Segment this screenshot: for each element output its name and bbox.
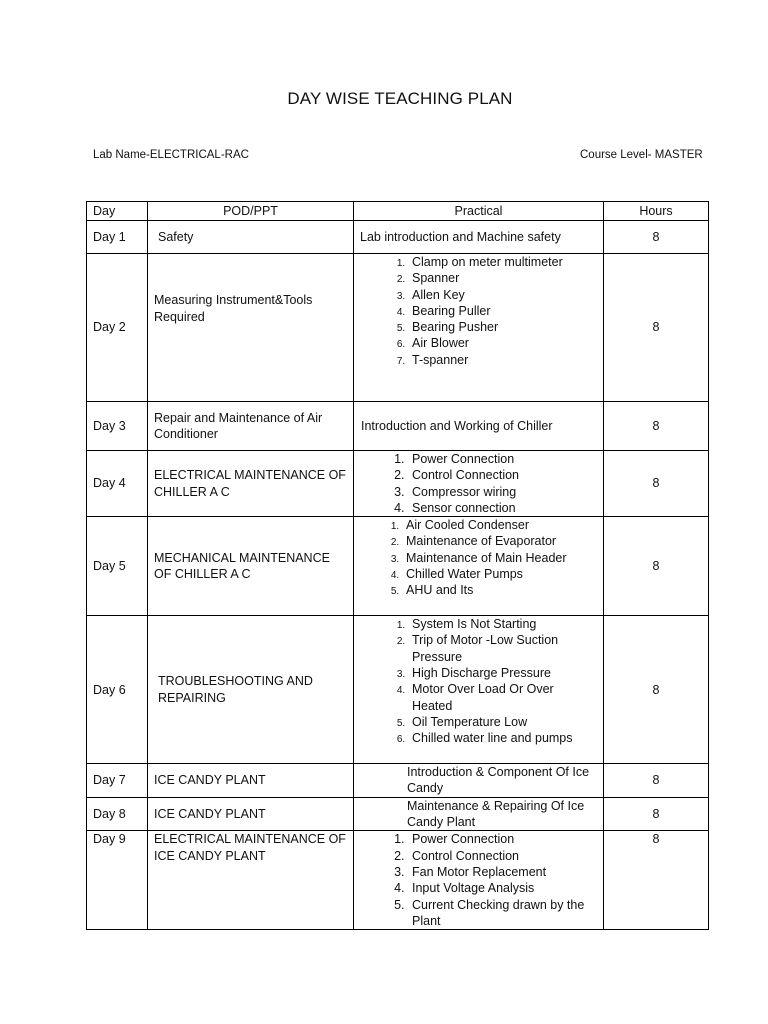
teaching-plan-table — [86, 201, 709, 930]
list-item: 2. Maintenance of Evaporator — [402, 533, 597, 549]
practical-list — [360, 451, 597, 516]
table-row — [87, 797, 709, 831]
day-cell: Day 3 — [87, 402, 148, 451]
hours-cell: 8 — [604, 451, 709, 517]
list-item: 2. Spanner — [408, 270, 597, 286]
practical-cell — [354, 616, 604, 764]
hours-cell: 8 — [604, 616, 709, 764]
header-practical: Practical — [354, 202, 604, 221]
list-item: 5. AHU and Its — [402, 582, 597, 598]
list-item: 1. System Is Not Starting — [408, 616, 597, 632]
list-item: 3. Compressor wiring — [408, 484, 597, 500]
header-pod: POD/PPT — [148, 202, 354, 221]
practical-cell — [354, 254, 604, 402]
header-day: Day — [87, 202, 148, 221]
table-row — [87, 616, 709, 764]
table-row — [87, 221, 709, 254]
list-item: 4. Input Voltage Analysis — [408, 880, 597, 896]
list-item: 6. Chilled water line and pumps — [408, 730, 597, 746]
lab-name: Lab Name-ELECTRICAL-RAC — [93, 149, 249, 161]
table-row — [87, 254, 709, 402]
list-item: 1. Power Connection — [408, 451, 597, 467]
pod-cell: ELECTRICAL MAINTENANCE OF ICE CANDY PLANT — [148, 831, 354, 930]
list-item: 2. Control Connection — [408, 848, 597, 864]
practical-cell: Introduction & Component Of Ice Candy — [354, 764, 604, 798]
list-item: 4. Bearing Puller — [408, 303, 597, 319]
practical-list — [360, 254, 597, 368]
hours-cell: 8 — [604, 517, 709, 616]
list-item: 7. T-spanner — [408, 352, 597, 368]
practical-list — [360, 517, 597, 598]
list-item: 5. Oil Temperature Low — [408, 714, 597, 730]
day-cell: Day 5 — [87, 517, 148, 616]
list-item: 2. Control Connection — [408, 467, 597, 483]
list-item: 6. Air Blower — [408, 335, 597, 351]
list-item: 1. Power Connection — [408, 831, 597, 847]
pod-cell: ICE CANDY PLANT — [148, 797, 354, 831]
list-item: 5. Bearing Pusher — [408, 319, 597, 335]
practical-cell: Lab introduction and Machine safety — [354, 221, 604, 254]
list-item: 4. Motor Over Load Or Over Heated — [408, 681, 597, 714]
list-item: 3. Fan Motor Replacement — [408, 864, 597, 880]
list-item: 1. Clamp on meter multimeter — [408, 254, 597, 270]
list-item: 4. Chilled Water Pumps — [402, 566, 597, 582]
day-cell: Day 7 — [87, 764, 148, 798]
list-item: 2. Trip of Motor -Low Suction Pressure — [408, 632, 597, 665]
pod-cell: ELECTRICAL MAINTENANCE OF CHILLER A C — [148, 451, 354, 517]
list-item: 3. Maintenance of Main Header — [402, 550, 597, 566]
day-cell: Day 8 — [87, 797, 148, 831]
header-hours: Hours — [604, 202, 709, 221]
table-row — [87, 831, 709, 930]
practical-list — [360, 831, 597, 929]
table-row — [87, 764, 709, 798]
hours-cell: 8 — [604, 797, 709, 831]
table-header-row — [87, 202, 709, 221]
list-item: 1. Air Cooled Condenser — [402, 517, 597, 533]
pod-cell: Safety — [148, 221, 354, 254]
pod-cell: Repair and Maintenance of Air Conditioner — [148, 402, 354, 451]
list-item: 5. Current Checking drawn by the Plant — [408, 897, 597, 930]
day-cell: Day 1 — [87, 221, 148, 254]
pod-cell: Measuring Instrument&Tools Required — [148, 254, 354, 402]
practical-cell: Maintenance & Repairing Of Ice Candy Plant — [354, 797, 604, 831]
table-row — [87, 451, 709, 517]
hours-cell: 8 — [604, 254, 709, 402]
practical-cell — [354, 451, 604, 517]
table-row — [87, 402, 709, 451]
practical-list — [360, 616, 597, 746]
document-title: DAY WISE TEACHING PLAN — [287, 89, 513, 108]
day-cell: Day 6 — [87, 616, 148, 764]
course-level: Course Level- MASTER — [580, 149, 703, 161]
list-item: 3. High Discharge Pressure — [408, 665, 597, 681]
day-cell: Day 9 — [87, 831, 148, 930]
pod-cell: ICE CANDY PLANT — [148, 764, 354, 798]
hours-cell: 8 — [604, 402, 709, 451]
list-item: 4. Sensor connection — [408, 500, 597, 516]
hours-cell: 8 — [604, 764, 709, 798]
day-cell: Day 4 — [87, 451, 148, 517]
pod-cell: MECHANICAL MAINTENANCE OF CHILLER A C — [148, 517, 354, 616]
hours-cell: 8 — [604, 831, 709, 930]
list-item: 3. Allen Key — [408, 287, 597, 303]
pod-cell: TROUBLESHOOTING AND REPAIRING — [148, 616, 354, 764]
practical-cell — [354, 831, 604, 930]
practical-cell: Introduction and Working of Chiller — [354, 402, 604, 451]
practical-cell — [354, 517, 604, 616]
table-row — [87, 517, 709, 616]
hours-cell: 8 — [604, 221, 709, 254]
day-cell: Day 2 — [87, 254, 148, 402]
